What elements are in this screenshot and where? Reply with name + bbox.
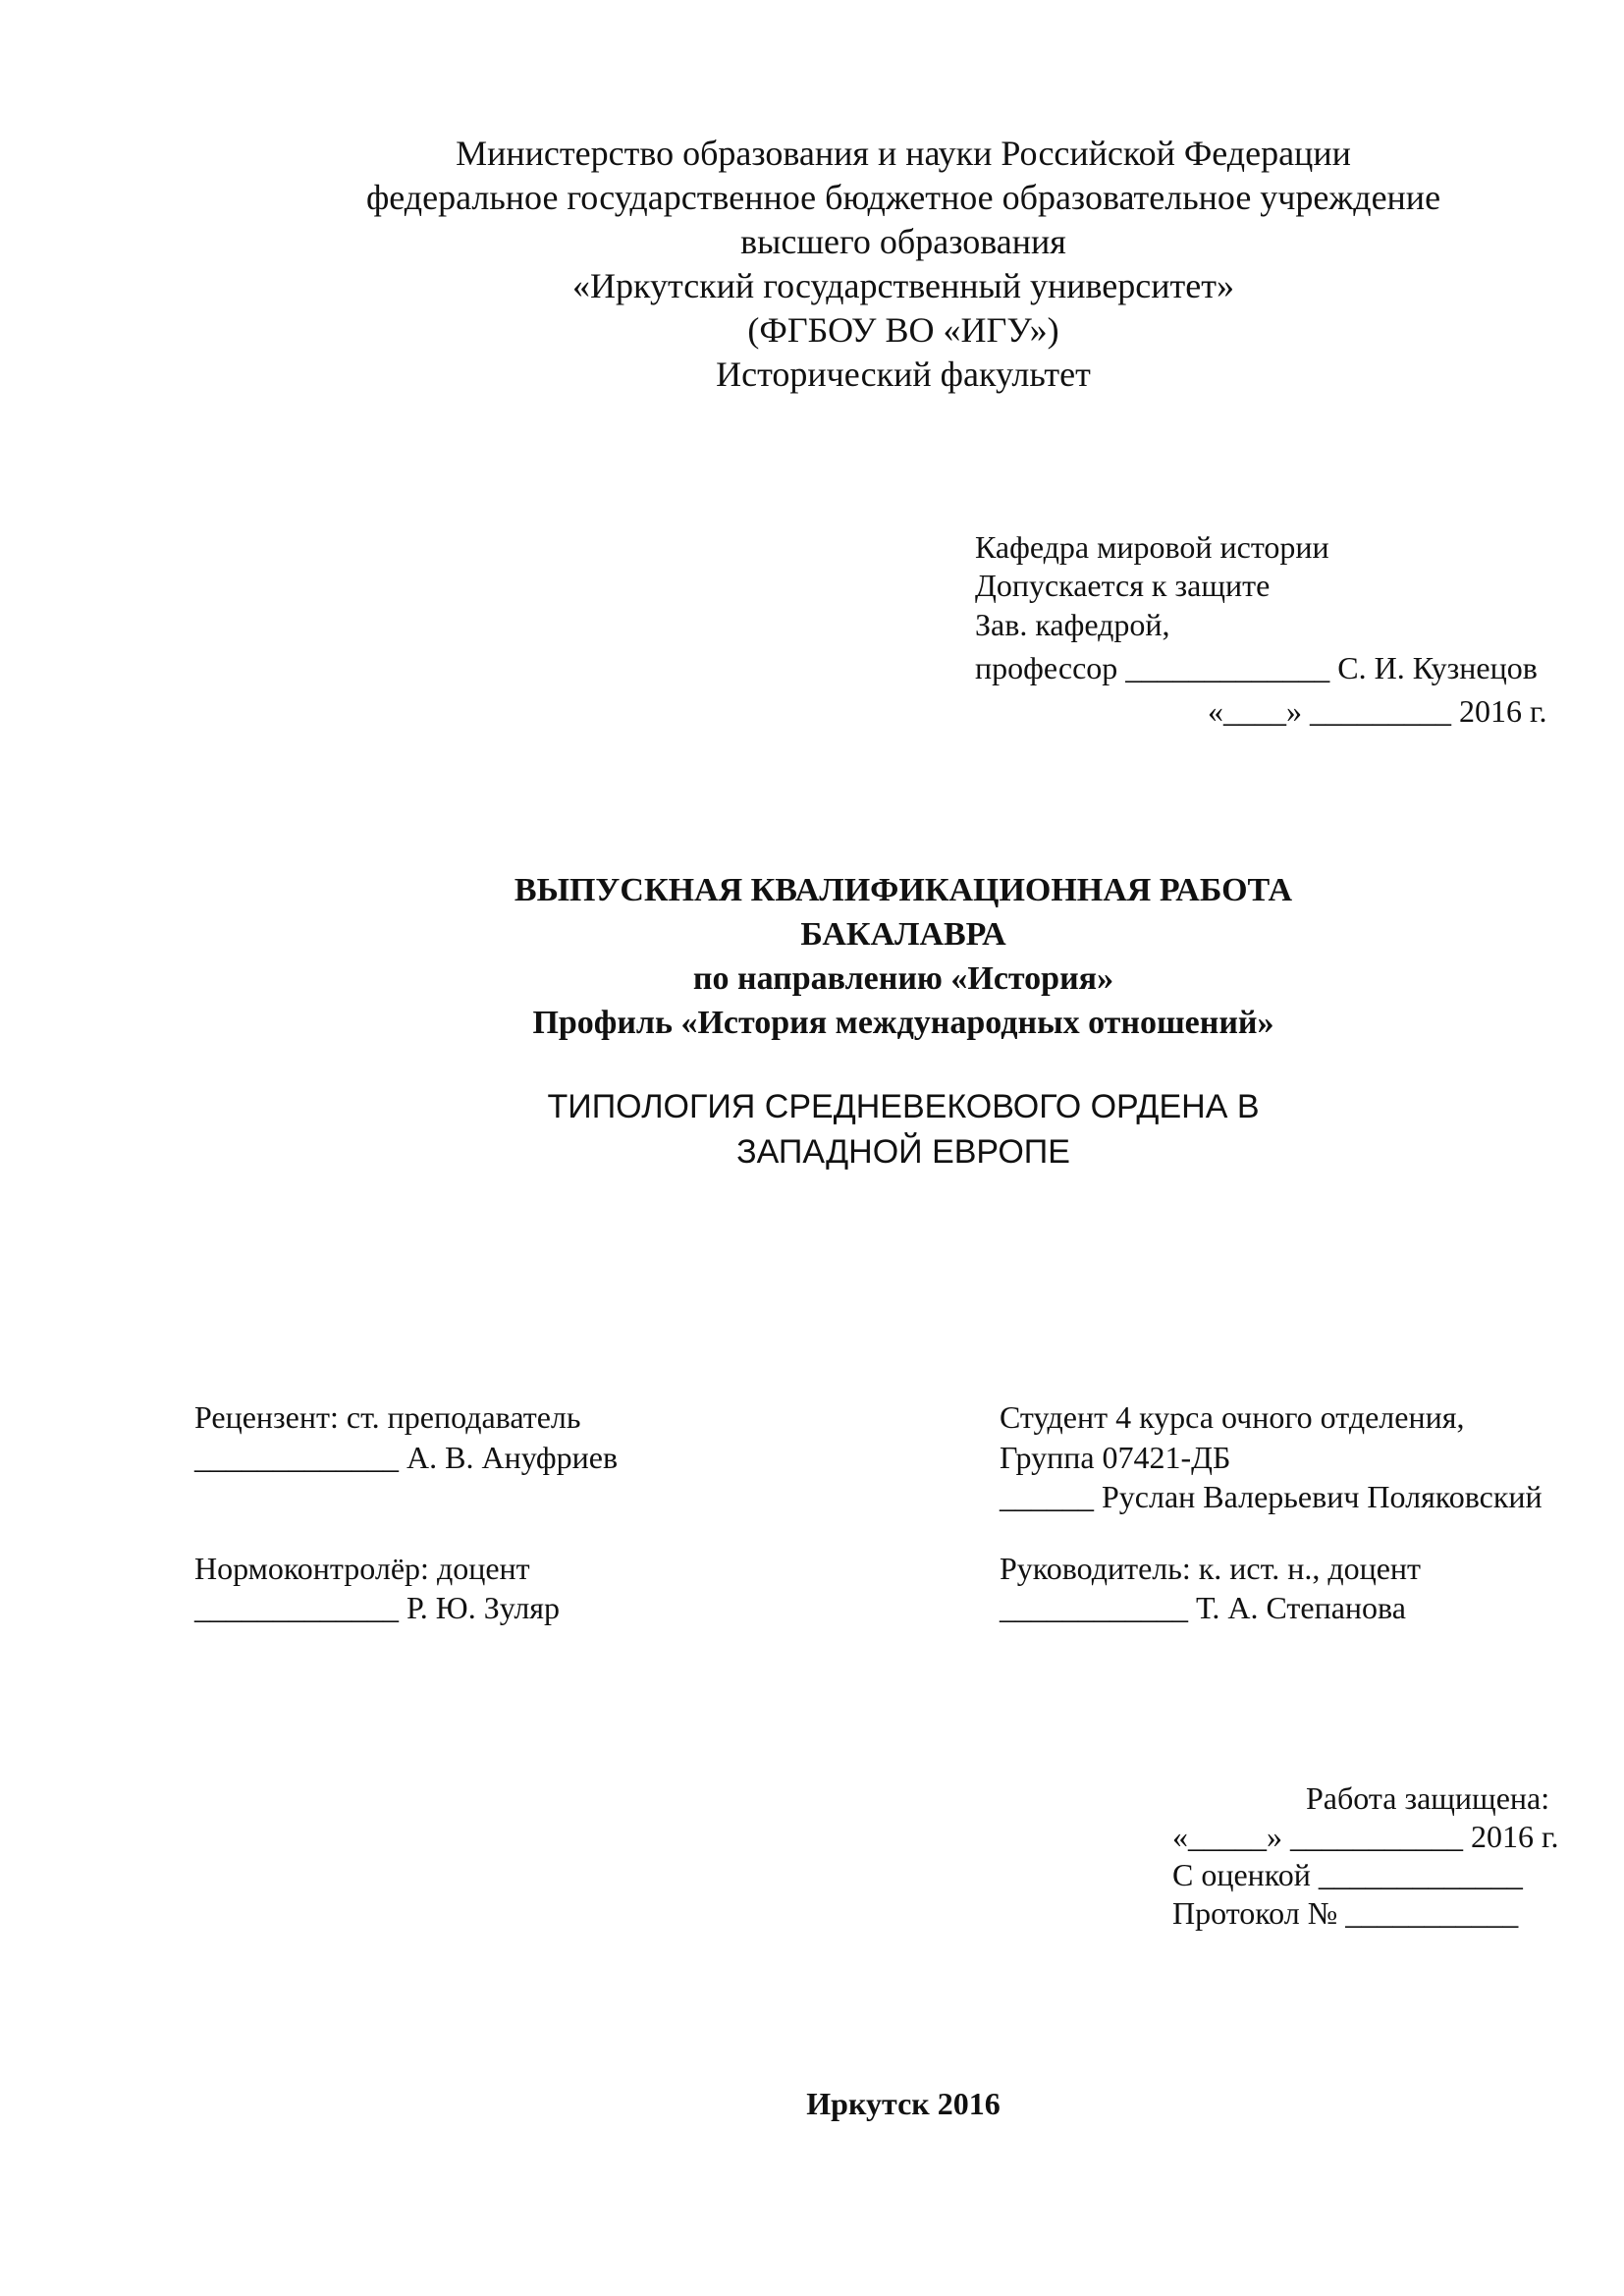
direction-line: по направлению «История» xyxy=(692,960,1114,997)
city-year: Иркутск 2016 xyxy=(806,2086,1001,2121)
reviewer-role: Рецензент: ст. преподаватель xyxy=(194,1399,581,1435)
education-level-line: высшего образования xyxy=(740,222,1066,261)
department-name: Кафедра мировой истории xyxy=(975,529,1329,565)
normcontrol-signature-line: _____________ Р. Ю. Зуляр xyxy=(194,1590,560,1625)
supervisor-role: Руководитель: к. ист. н., доцент xyxy=(1000,1551,1422,1586)
institution-type-line: федеральное государственное бюджетное образовательное учреждение xyxy=(365,178,1441,217)
professor-signature-line: профессор _____________ С. И. Кузнецов xyxy=(975,650,1538,685)
defense-protocol-line: Протокол № ___________ xyxy=(1172,1895,1519,1931)
student-role: Студент 4 курса очного отделения, xyxy=(1000,1399,1465,1435)
admitted-line: Допускается к защите xyxy=(975,568,1271,603)
defense-date-line: «_____» ___________ 2016 г. xyxy=(1172,1819,1559,1854)
work-type-line-1: ВЫПУСКНАЯ КВАЛИФИКАЦИОННАЯ РАБОТА xyxy=(514,872,1293,908)
university-name: «Иркутский государственный университет» xyxy=(572,266,1234,305)
student-group: Группа 07421-ДБ xyxy=(1000,1440,1231,1475)
head-title: Зав. кафедрой, xyxy=(975,607,1170,642)
ministry-line: Министерство образования и науки Российской Федерации xyxy=(456,134,1351,173)
defense-grade-line: С оценкой _____________ xyxy=(1172,1857,1523,1892)
defense-title: Работа защищена: xyxy=(1306,1780,1550,1816)
thesis-title-line-1: ТИПОЛОГИЯ СРЕДНЕВЕКОВОГО ОРДЕНА В xyxy=(547,1088,1260,1125)
work-type-line-2: БАКАЛАВРА xyxy=(800,916,1006,953)
profile-line: Профиль «История международных отношений» xyxy=(532,1005,1274,1041)
normcontrol-role: Нормоконтролёр: доцент xyxy=(194,1551,530,1586)
reviewer-signature-line: _____________ А. В. Ануфриев xyxy=(194,1440,619,1475)
approval-date-line: «____» _________ 2016 г. xyxy=(1208,693,1547,729)
thesis-title-line-2: ЗАПАДНОЙ ЕВРОПЕ xyxy=(736,1133,1070,1171)
supervisor-signature-line: ____________ Т. А. Степанова xyxy=(1000,1590,1406,1625)
faculty-name: Исторический факультет xyxy=(716,355,1091,394)
student-signature-line: ______ Руслан Валерьевич Поляковский xyxy=(1000,1479,1543,1514)
university-abbreviation: (ФГБОУ ВО «ИГУ») xyxy=(747,310,1059,350)
